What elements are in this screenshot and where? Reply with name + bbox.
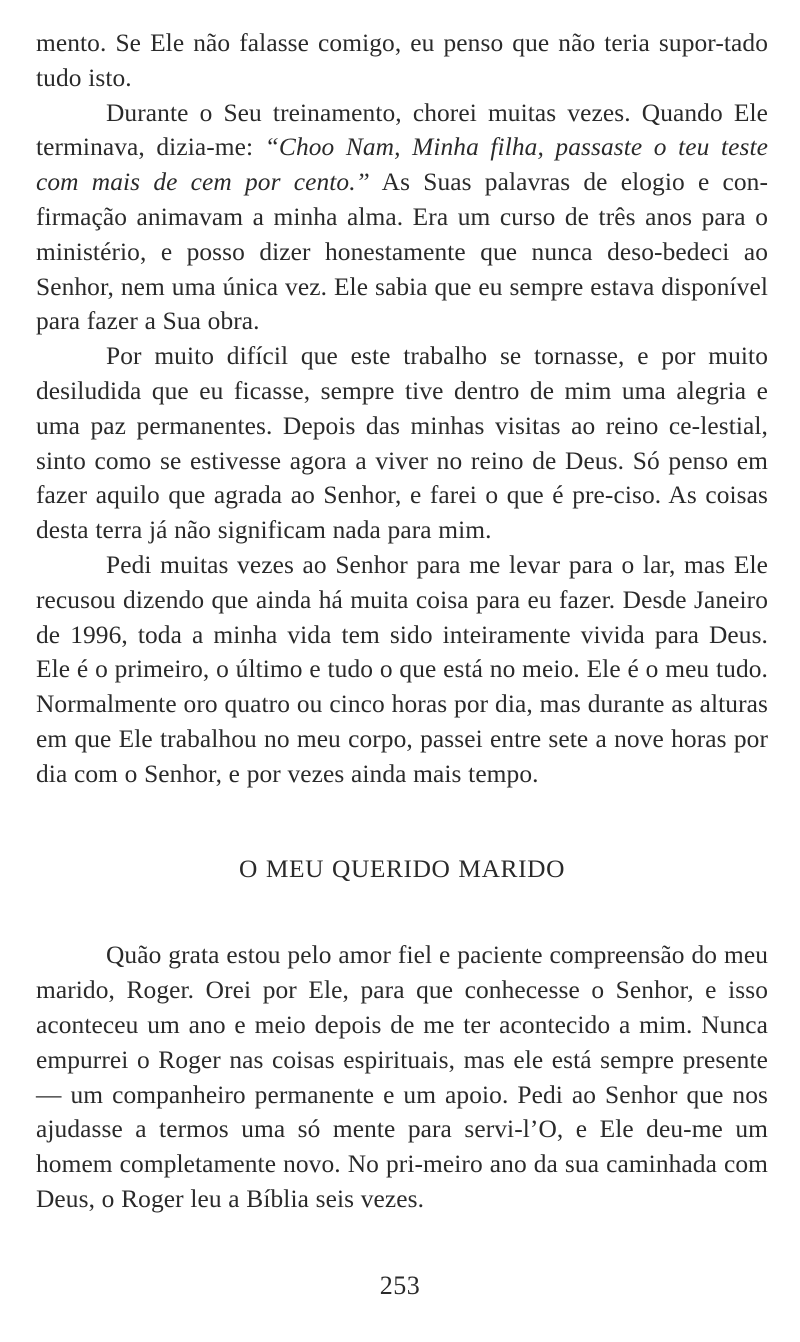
book-page bbox=[36, 26, 768, 1316]
body-text-top bbox=[36, 26, 768, 792]
paragraph-training bbox=[36, 96, 768, 340]
section-heading: O MEU QUERIDO MARIDO bbox=[238, 854, 566, 883]
paragraph-text: Pedi muitas vezes ao Senhor para me levar para o lar, mas Ele recusou dizendo que ainda há muita coisa para eu fazer. Desde Janeiro de 1996, toda a minha vida tem sido inteiramente vivida para Deus. Ele é o primeiro, o último e tudo o que está no meio. Ele é o meu tudo. Normalmente oro quatro ou cinco horas por dia, mas durante as alturas em que Ele trabalhou no meu corpo, passei entre sete a nove horas por dia com o Senhor, e por vezes ainda mais tempo. bbox=[36, 550, 768, 788]
italic-quote: “Choo Nam, Minha filha, passaste o teu teste com mais de cem por cento.” bbox=[36, 133, 768, 197]
paragraph-continuation bbox=[36, 26, 768, 96]
body-text-bottom bbox=[36, 938, 768, 1216]
paragraph-text: mento. Se Ele não falasse comigo, eu penso que não teria supor-tado tudo isto. bbox=[36, 29, 768, 92]
paragraph-life-for-god bbox=[36, 548, 768, 792]
paragraph-joy-peace bbox=[36, 339, 768, 548]
paragraph-text: As Suas palavras de elogio e con-firmação animavam a minha alma. Era um curso de três anos para o ministério, e posso dizer honestamente que nunca deso-bedeci ao Senhor, nem uma única vez. Ele sabia que eu sempre estava disponível para fazer a Sua obra. bbox=[36, 168, 768, 336]
page-number: 253 bbox=[379, 1271, 421, 1300]
paragraph-husband bbox=[36, 938, 768, 1216]
paragraph-text: Por muito difícil que este trabalho se tornasse, e por muito desiludida que eu ficasse, sempre tive dentro de mim uma alegria e uma paz permanentes. Depois das minhas visitas ao reino ce-lestial, sinto como se estivesse agora a viver no reino de Deus. Só penso em fazer aquilo que agrada ao Senhor, e farei o que é pre-ciso. As coisas desta terra já não significam nada para mim. bbox=[36, 342, 768, 545]
paragraph-text: Quão grata estou pelo amor fiel e paciente compreensão do meu marido, Roger. Orei por Ele, para que conhecesse o Senhor, e isso aconteceu um ano e meio depois de me ter acontecido a mim. Nunca empurrei o Roger nas coisas espirituais, mas ele está sempre presente — um companheiro permanente e um apoio. Pedi ao Senhor que nos ajudasse a termos uma só mente para servi-l’O, e Ele deu-me um homem completamente novo. No pri-meiro ano da sua caminhada com Deus, o Roger leu a Bíblia seis vezes. bbox=[36, 941, 768, 1213]
paragraph-text: Durante o Seu treinamento, chorei muitas vezes. Quando Ele terminava, dizia-me: bbox=[36, 98, 768, 162]
